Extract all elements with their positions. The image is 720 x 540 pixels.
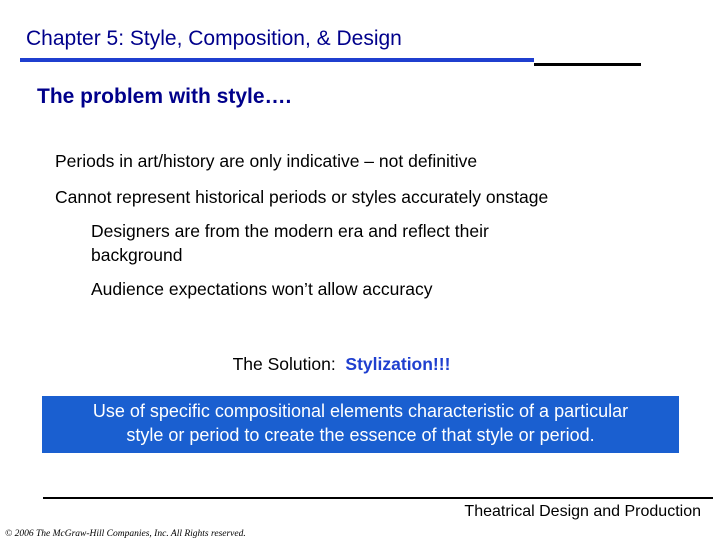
slide-subtitle: The problem with style…. — [37, 85, 292, 108]
solution-label: The Solution: — [232, 354, 346, 374]
copyright-notice: © 2006 The McGraw-Hill Companies, Inc. All Rights reserved. — [5, 529, 246, 539]
slide-chapter-title: Chapter 5: Style, Composition, & Design — [26, 27, 402, 50]
sub-bullet-audience: Audience expectations won’t allow accuracy — [91, 279, 433, 299]
solution-highlight: Stylization!!! — [345, 354, 451, 374]
header-rule-blue — [20, 58, 534, 62]
sub-bullet-designers: Designers are from the modern era and reflect their background — [91, 221, 489, 265]
footer-rule — [43, 497, 713, 499]
bullet-periods: Periods in art/history are only indicative – not definitive — [55, 151, 478, 171]
definition-line-1: Use of specific compositional elements characteristic of a particular — [92, 401, 629, 421]
solution-line — [0, 354, 683, 375]
bullet-cannot-represent: Cannot represent historical periods or styles accurately onstage — [55, 187, 549, 207]
footer-book-title: Theatrical Design and Production — [464, 503, 701, 520]
definition-box — [42, 396, 679, 453]
definition-line-2: style or period to create the essence of that style or period. — [126, 425, 595, 445]
header-rule-black — [534, 63, 641, 66]
